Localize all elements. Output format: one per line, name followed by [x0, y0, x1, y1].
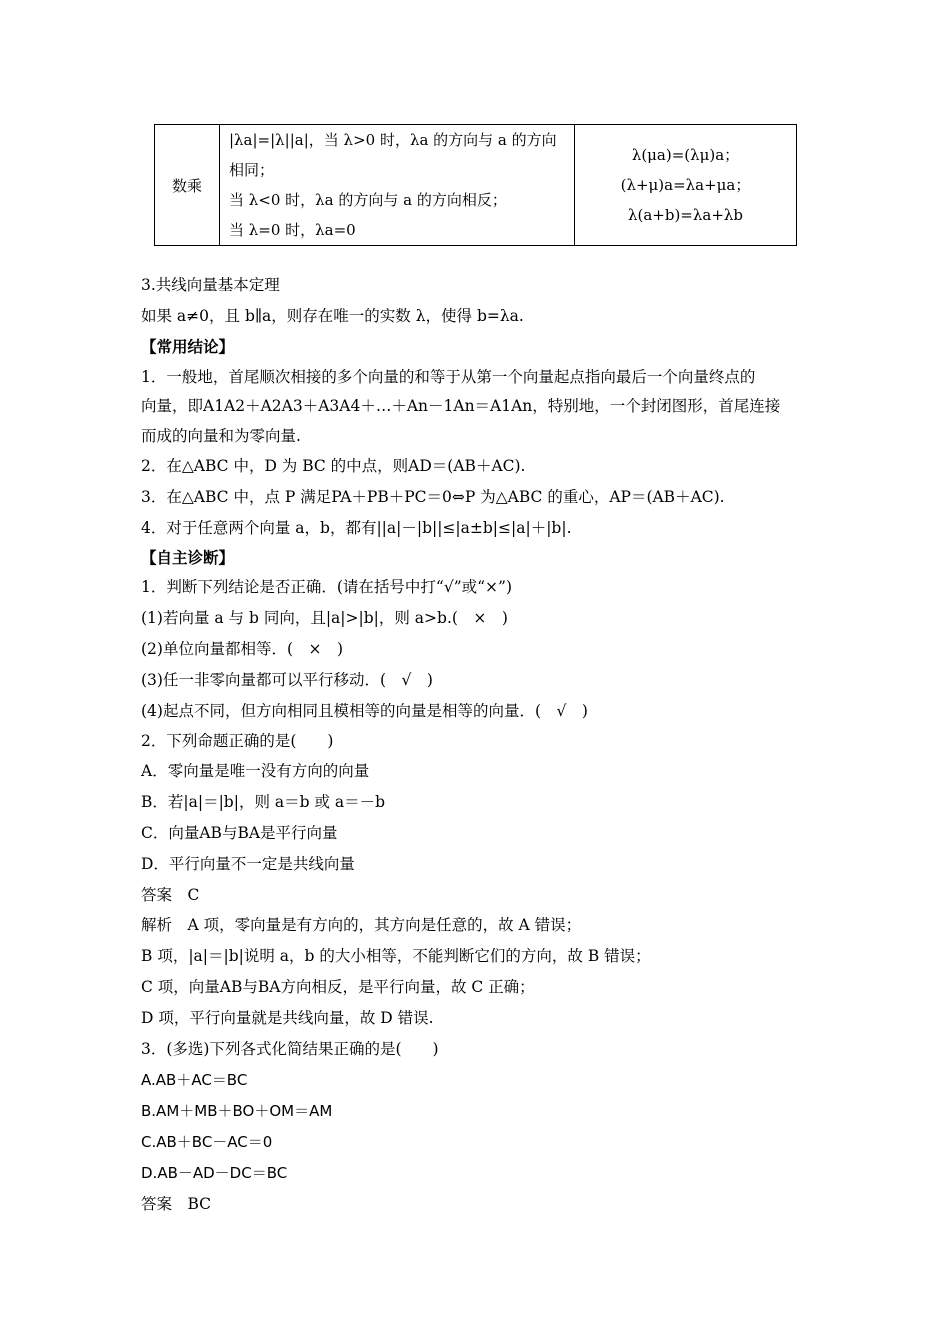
option-c: C.AB＋BC－AC＝0 — [141, 1133, 273, 1151]
definition-line: |λa|=|λ||a|，当 λ>0 时，λa 的方向与 a 的方向 — [229, 131, 557, 149]
answer-line: 答案 C — [141, 886, 200, 904]
definition-cell — [220, 125, 575, 246]
option-d: D.AB－AD－DC＝BC — [141, 1164, 288, 1182]
analysis-line: 解析 A 项，零向量是有方向的，其方向是任意的，故 A 错误； — [141, 916, 582, 934]
definition-line: 当 λ=0 时，λa=0 — [229, 221, 356, 239]
vector-operation-table — [154, 124, 797, 246]
text-line: 向量，即A1A2＋A2A3＋A3A4＋…＋An－1An＝A1An，特别地，一个封闭图形，首尾连接 — [141, 397, 781, 415]
text-line: 1．一般地，首尾顺次相接的多个向量的和等于从第一个向量起点指向最后一个向量终点的 — [141, 368, 756, 386]
option-b: B.AM＋MB＋BO＋OM＝AM — [141, 1102, 333, 1120]
law-line: λ(μa)=(λμ)a； — [631, 146, 740, 164]
question-item: (1)若向量 a 与 b 同向，且|a|>|b|，则 a>b.( × ) — [141, 609, 508, 627]
section-heading: 3.共线向量基本定理 — [141, 276, 280, 294]
definition-line: 相同； — [229, 161, 275, 179]
analysis-line: B 项，|a|＝|b|说明 a，b 的大小相等，不能判断它们的方向，故 B 错误； — [141, 947, 651, 965]
section-heading: 【常用结论】 — [141, 337, 235, 356]
question-item: (4)起点不同，但方向相同且模相等的向量是相等的向量．( √ ) — [141, 702, 588, 720]
option-c: C．向量AB与BA是平行向量 — [141, 824, 338, 842]
row-label: 数乘 — [155, 125, 220, 246]
question-text: 1．判断下列结论是否正确．(请在括号中打“√”或“×”) — [141, 578, 513, 596]
law-line: λ(a+b)=λa+λb — [627, 206, 744, 224]
answer-line: 答案 BC — [141, 1195, 212, 1213]
analysis-line: C 项，向量AB与BA方向相反，是平行向量，故 C 正确； — [141, 978, 535, 996]
question-item: (2)单位向量都相等．( × ) — [141, 640, 344, 658]
text-line: 2．在△ABC 中，D 为 BC 的中点，则AD＝(AB＋AC). — [141, 457, 526, 475]
option-a: A．零向量是唯一没有方向的向量 — [141, 762, 370, 780]
text-line: 3．在△ABC 中，点 P 满足PA＋PB＋PC＝0⇔P 为△ABC 的重心，AP＝(AB＋AC). — [141, 488, 725, 506]
option-d: D．平行向量不一定是共线向量 — [141, 855, 355, 873]
definition-line: 当 λ<0 时，λa 的方向与 a 的方向相反； — [229, 191, 507, 209]
question-text: 3．(多选)下列各式化简结果正确的是( ) — [141, 1040, 439, 1058]
question-text: 2．下列命题正确的是( ) — [141, 732, 334, 750]
law-line: (λ+μ)a=λa+μa； — [620, 176, 751, 194]
section-heading: 【自主诊断】 — [141, 548, 235, 567]
table-row — [155, 125, 797, 246]
theorem-text: 如果 a≠0，且 b∥a，则存在唯一的实数 λ，使得 b=λa. — [141, 307, 524, 325]
analysis-line: D 项，平行向量就是共线向量，故 D 错误. — [141, 1009, 434, 1027]
option-b: B．若|a|＝|b|，则 a＝b 或 a＝－b — [141, 793, 386, 811]
text-line: 4．对于任意两个向量 a，b，都有||a|－|b||≤|a±b|≤|a|＋|b|. — [141, 519, 572, 537]
laws-cell — [575, 125, 797, 246]
text-line: 而成的向量和为零向量. — [141, 427, 301, 445]
question-item: (3)任一非零向量都可以平行移动．( √ ) — [141, 671, 433, 689]
option-a: A.AB＋AC＝BC — [141, 1071, 248, 1089]
